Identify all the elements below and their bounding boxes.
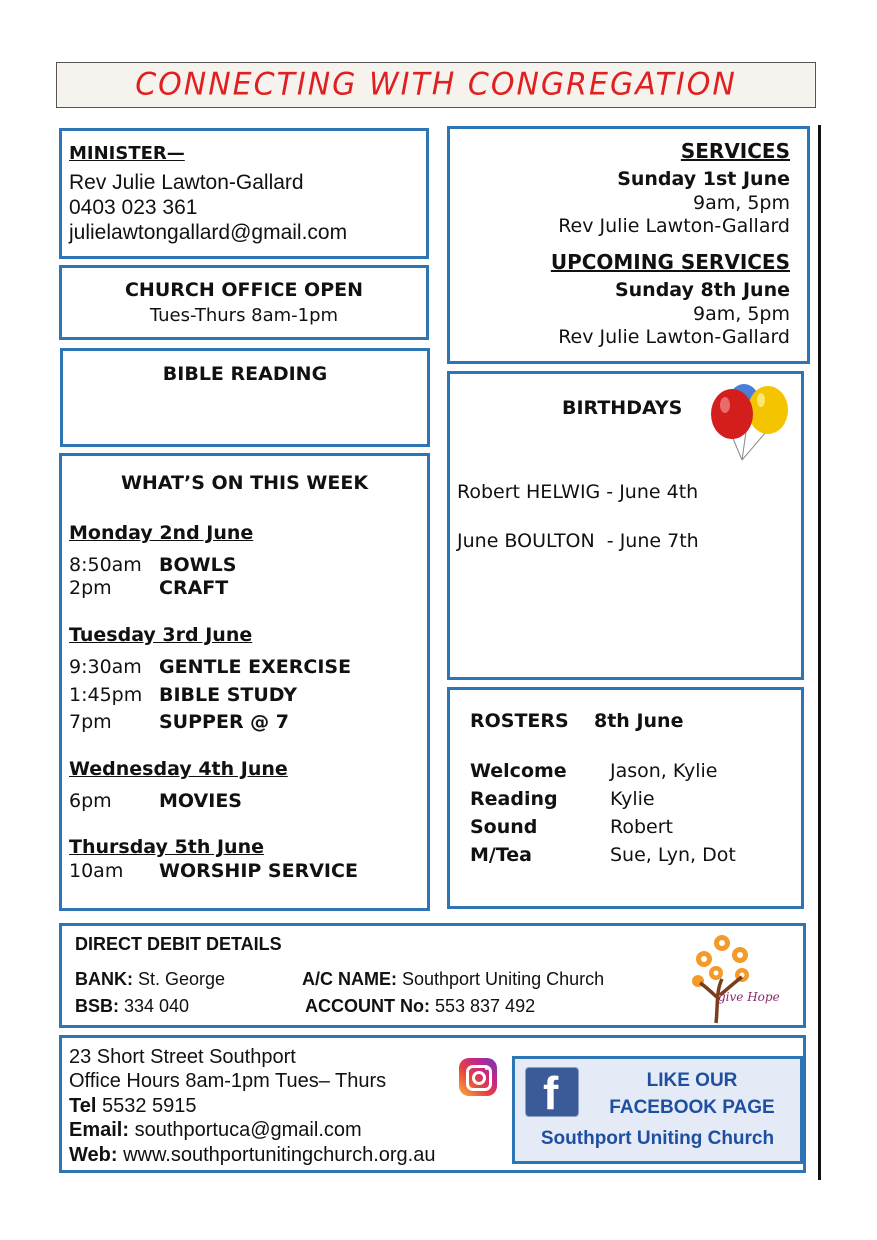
direct-debit-box [59,923,806,1028]
facebook-panel[interactable] [512,1056,803,1164]
services-leader: Rev Julie Lawton-Gallard [558,215,790,237]
bsb-row [75,996,189,1017]
vertical-divider [818,125,821,1180]
office-hours: Tues-Thurs 8am-1pm [149,305,339,326]
services-heading: SERVICES [680,139,790,163]
facebook-line2: FACEBOOK PAGE [609,1097,775,1118]
day-heading: Wednesday 4th June [69,758,288,780]
roster-role: Sound [470,816,538,838]
balloons-icon [706,380,794,462]
event-name: GENTLE EXERCISE [159,656,352,678]
tel-value[interactable]: 5532 5915 [96,1095,197,1117]
office-box [59,265,429,340]
roster-names: Jason, Kylie [610,760,718,782]
event-time: 1:45pm [69,684,143,706]
rosters-date: 8th June [594,710,684,732]
tel-row [69,1095,197,1118]
page-header [56,62,816,108]
event-time: 8:50am [69,554,142,576]
email-value[interactable]: southportuca@gmail.com [129,1119,362,1141]
event-time: 7pm [69,711,112,733]
facebook-icon[interactable]: f [525,1067,579,1117]
minister-box [59,128,429,259]
birthday-entry: Robert HELWIG - June 4th [457,481,699,503]
upcoming-services-heading: UPCOMING SERVICES [550,250,790,274]
contact-box [59,1035,806,1173]
bank-row [75,969,225,990]
event-name: MOVIES [159,790,242,812]
bank-value: St. George [133,969,226,989]
roster-role: M/Tea [470,844,532,866]
roster-role: Welcome [470,760,567,782]
instagram-icon[interactable] [459,1058,497,1096]
roster-names: Kylie [610,788,655,810]
birthdays-box [447,371,804,680]
minister-phone: 0403 023 361 [69,196,198,219]
email-label: Email: [69,1119,130,1141]
bible-reading-box [60,348,430,447]
tel-label: Tel [69,1095,97,1117]
web-row [69,1144,435,1167]
event-time: 6pm [69,790,112,812]
event-name: BOWLS [159,554,237,576]
services-date: Sunday 1st June [617,168,790,190]
birthday-entry: June BOULTON - June 7th [457,530,699,552]
account-label: ACCOUNT No: [305,996,430,1016]
event-name: WORSHIP SERVICE [159,860,358,882]
facebook-line1: LIKE OUR [646,1070,738,1091]
account-value: 553 837 492 [429,996,536,1016]
roster-names: Sue, Lyn, Dot [610,844,736,866]
page-title: CONNECTING WITH CONGREGATION [135,66,737,103]
event-time: 10am [69,860,124,882]
minister-name: Rev Julie Lawton-Gallard [69,171,304,194]
rosters-box [447,687,804,909]
give-hope-logo [686,929,792,1025]
event-time: 9:30am [69,656,142,678]
whats-on-box [59,453,430,911]
rosters-heading: ROSTERS [470,710,569,732]
upcoming-services-leader: Rev Julie Lawton-Gallard [558,326,790,348]
direct-debit-heading: DIRECT DEBIT DETAILS [75,934,282,954]
acname-value: Southport Uniting Church [397,969,605,989]
event-time: 2pm [69,577,112,599]
acname-label: A/C NAME: [302,969,397,989]
office-hours-line: Office Hours 8am-1pm Tues– Thurs [69,1070,387,1092]
birthdays-heading: BIRTHDAYS [562,397,683,419]
give-hope-text: give Hope [718,990,780,1004]
bank-label: BANK: [75,969,133,989]
upcoming-services-times: 9am, 5pm [693,303,790,325]
minister-email[interactable]: julielawtongallard@gmail.com [69,221,348,244]
web-value[interactable]: www.southportunitingchurch.org.au [117,1144,436,1166]
services-box [447,126,810,364]
office-heading: CHURCH OFFICE OPEN [124,279,364,301]
address: 23 Short Street Southport [69,1046,296,1068]
facebook-church-name: Southport Uniting Church [540,1128,775,1149]
day-heading: Thursday 5th June [69,836,264,858]
bible-reading-heading: BIBLE READING [162,363,328,385]
acname-row [302,969,604,990]
event-name: SUPPER @ 7 [159,711,290,733]
minister-heading: MINISTER— [69,143,185,164]
services-times: 9am, 5pm [693,192,790,214]
bsb-value: 334 040 [119,996,190,1016]
day-heading: Monday 2nd June [69,522,254,544]
upcoming-services-date: Sunday 8th June [614,279,790,301]
roster-role: Reading [470,788,558,810]
roster-names: Robert [610,816,673,838]
account-row [305,996,535,1017]
event-name: BIBLE STUDY [159,684,297,706]
email-row [69,1119,362,1142]
event-name: CRAFT [159,577,229,599]
whats-on-heading: WHAT’S ON THIS WEEK [120,472,369,494]
bsb-label: BSB: [75,996,119,1016]
web-label: Web: [69,1144,118,1166]
day-heading: Tuesday 3rd June [69,624,253,646]
